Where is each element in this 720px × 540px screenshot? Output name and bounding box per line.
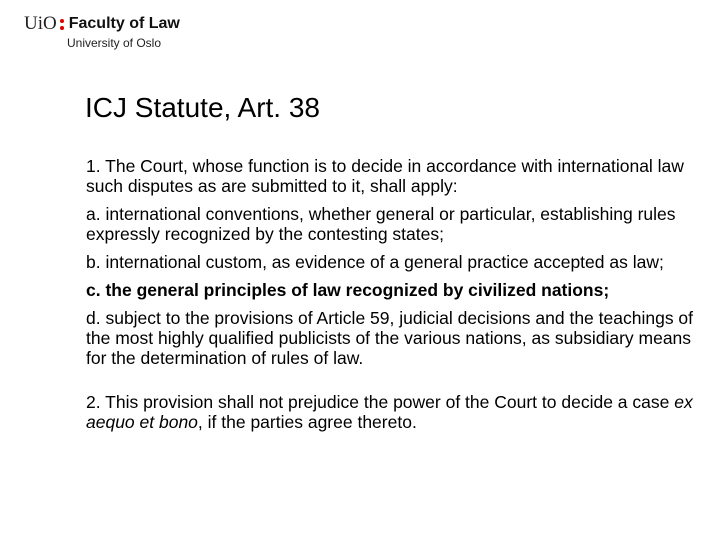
slide-title: ICJ Statute, Art. 38 (85, 92, 321, 123)
university-name: University of Oslo (67, 36, 162, 50)
paragraph-2-end: , if the parties agree thereto. (197, 412, 417, 432)
paragraph-1: 1. The Court, whose function is to decide in accordance with international law such disputes as are submitted to it, shall apply: (86, 156, 684, 196)
item-c: c. the general principles of law recognized by civilized nations; (86, 280, 610, 300)
faculty-name: Faculty of Law (68, 15, 180, 32)
university-logo (24, 14, 180, 50)
item-a: a. international conventions, whether general or particular, establishing rules expressly recognized by the contesting states; (86, 204, 676, 244)
paragraph-2 (86, 392, 696, 432)
logo-top-row (24, 14, 180, 34)
item-d: d. subject to the provisions of Article 59, judicial decisions and the teachings of the most highly qualified publicists of the various nations, as subsidiary means for the determination of rules of law. (86, 308, 694, 368)
paragraph-2-start: 2. This provision shall not prejudice the power of the Court to decide a case (86, 392, 675, 412)
uio-mark: UiO (24, 13, 57, 34)
logo-dots-icon (60, 19, 64, 30)
item-b: b. international custom, as evidence of a general practice accepted as law; (86, 252, 664, 272)
slide-body (86, 156, 696, 440)
paragraph-2-latin-term: ex aequo et bono (86, 392, 693, 432)
